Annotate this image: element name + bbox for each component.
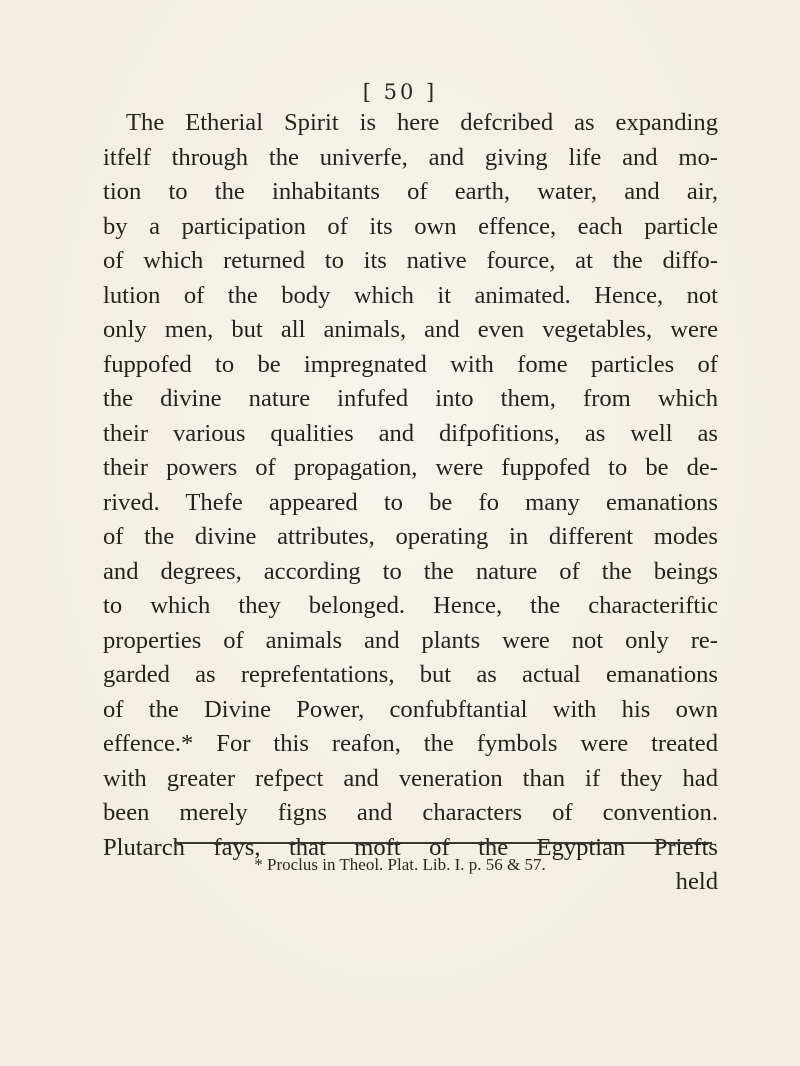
text-line: with greater refpect and veneration than if they had: [103, 764, 718, 792]
catchword: held: [675, 868, 718, 895]
text-line: been merely figns and characters of convention.: [103, 799, 718, 826]
body-paragraph: [103, 106, 718, 900]
text-line: lution of the body which it animated. Hence, not: [103, 281, 718, 309]
text-line: their various qualities and difpofitions, as well as: [103, 419, 718, 447]
text-line: Plutarch fays, that moft of the Egyptian Priefts: [103, 833, 718, 861]
text-line: rived. Thefe appeared to be fo many emanations: [103, 488, 718, 516]
page-number: [ 50 ]: [362, 80, 438, 104]
text-line: to which they belonged. Hence, the characteriftic: [103, 592, 718, 619]
text-line: tion to the inhabitants of earth, water, and air,: [103, 178, 718, 205]
text-line: by a participation of its own effence, each particle: [103, 212, 718, 240]
text-line: The Etherial Spirit is here defcribed as expanding: [126, 109, 718, 136]
footnote-rule: [174, 842, 712, 844]
text-line: of which returned to its native fource, at the diffo-: [103, 247, 718, 274]
text-line: of the Divine Power, confubftantial with his own: [103, 695, 718, 723]
text-line: itfelf through the univerfe, and giving life and mo-: [103, 143, 718, 171]
text-line: effence.* For this reafon, the fymbols were treated: [103, 730, 718, 757]
text-line: only men, but all animals, and even vegetables, were: [103, 316, 718, 343]
text-line: and degrees, according to the nature of the beings: [103, 557, 718, 585]
footnote: * Proclus in Theol. Plat. Lib. I. p. 56 & 57.: [254, 855, 546, 874]
text-line: properties of animals and plants were not only re-: [103, 626, 718, 654]
text-line: fuppofed to be impregnated with fome particles of: [103, 350, 718, 378]
text-line: the divine nature infufed into them, from which: [103, 385, 718, 412]
text-line: garded as reprefentations, but as actual emanations: [103, 661, 718, 688]
text-line: their powers of propagation, were fuppofed to be de-: [103, 454, 718, 481]
text-line: of the divine attributes, operating in different modes: [103, 523, 718, 550]
